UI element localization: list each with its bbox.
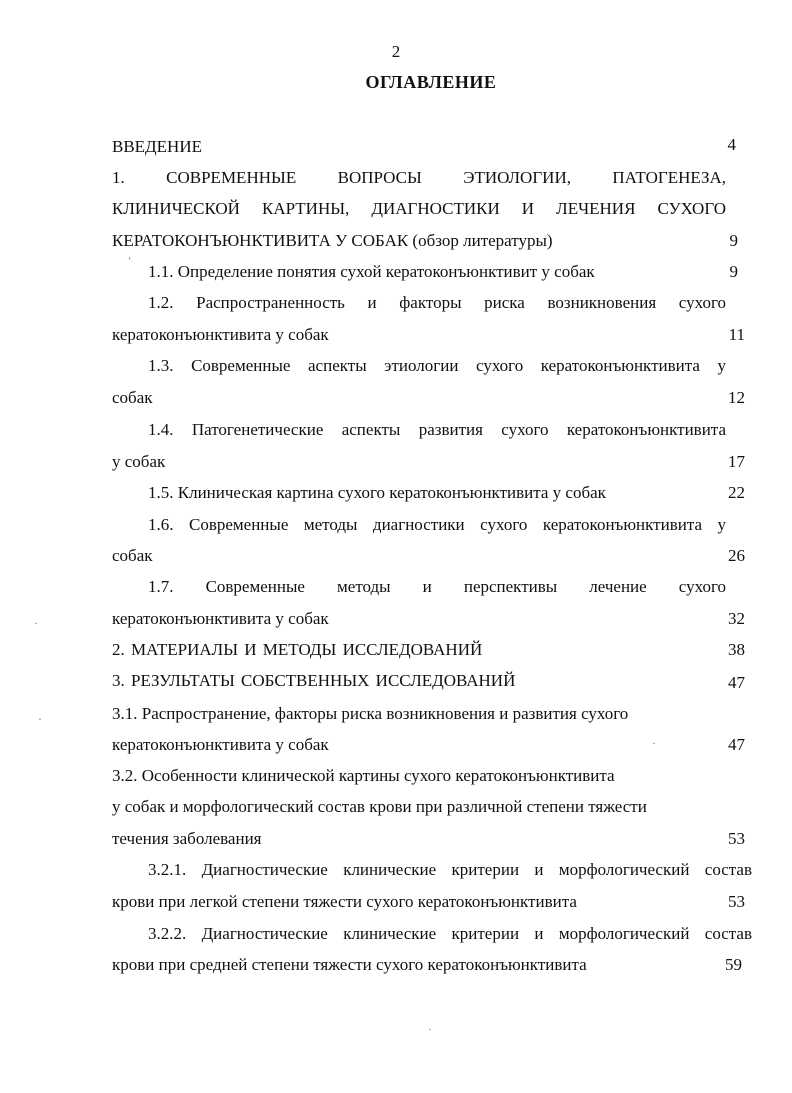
toc-ch1-page: 9 [729, 231, 738, 250]
toc-s3-2-1-line1: 3.2.1. Диагностические клинические критерии и морфологический состав [148, 860, 752, 879]
toc-s1-7-line1: 1.7. Современные методы и перспективы лечение сухого [148, 577, 726, 596]
toc-s1-2-page: 11 [728, 325, 745, 344]
toc-s1-5-text: 1.5. Клиническая картина сухого кератоконъюнктивита у собак [148, 483, 606, 502]
page-title: ОГЛАВЛЕНИЕ [365, 72, 497, 92]
toc-s3-1-line2: кератоконъюнктивита у собак [112, 735, 329, 754]
toc-s3-2-2-line1: 3.2.2. Диагностические клинические критерии и морфологический состав [148, 924, 752, 943]
toc-s3-2-2-line2: крови при средней степени тяжести сухого кератоконъюнктивита [112, 955, 587, 974]
toc-s1-4-line1: 1.4. Патогенетические аспекты развития сухого кератоконъюнктивита [148, 420, 726, 439]
toc-s3-1-line1: 3.1. Распространение, факторы риска возникновения и развития сухого [112, 704, 629, 723]
toc-s3-2-2-page: 59 [725, 955, 742, 974]
toc-s1-7-line2: кератоконъюнктивита у собак [112, 609, 329, 628]
toc-s1-1-text: 1.1. Определение понятия сухой кератоконъюнктивит у собак [148, 262, 595, 281]
toc-s1-6-line2: собак [112, 546, 153, 565]
toc-s1-3-page: 12 [728, 388, 745, 407]
toc-s1-6-page: 26 [728, 546, 745, 565]
toc-s1-4-line2: у собак [112, 452, 166, 471]
toc-s1-5-page: 22 [728, 483, 745, 502]
toc-s1-6-line1: 1.6. Современные методы диагностики сухого кератоконъюнктивита у [148, 515, 726, 534]
toc-ch1-line2: КЛИНИЧЕСКОЙ КАРТИНЫ, ДИАГНОСТИКИ И ЛЕЧЕНИЯ СУХОГО [112, 199, 726, 218]
toc-s3-2-1-line2: крови при легкой степени тяжести сухого кератоконъюнктивита [112, 892, 577, 911]
scan-speck: · [428, 1022, 432, 1036]
scan-speck: · [652, 736, 656, 750]
toc-ch1-line3: КЕРАТОКОНЪЮНКТИВИТА У СОБАК (обзор литературы) [112, 231, 553, 250]
toc-s3-2-line2: у собак и морфологический состав крови при различной степени тяжести [112, 797, 647, 816]
toc-ch3-page: 47 [728, 673, 745, 692]
toc-intro-page: 4 [727, 135, 736, 154]
page-number: 2 [391, 42, 401, 61]
toc-ch2-page: 38 [728, 640, 745, 659]
toc-s3-2-line3: течения заболевания [112, 829, 262, 848]
toc-s1-4-page: 17 [728, 452, 745, 471]
scan-speck: · [34, 616, 38, 630]
toc-ch1-line1: 1. СОВРЕМЕННЫЕ ВОПРОСЫ ЭТИОЛОГИИ, ПАТОГЕНЕЗА, [112, 168, 726, 187]
toc-ch3-text: 3. РЕЗУЛЬТАТЫ СОБСТВЕННЫХ ИССЛЕДОВАНИЙ [112, 671, 516, 690]
scan-speck: ‘ [128, 256, 132, 267]
toc-s3-2-line1: 3.2. Особенности клинической картины сухого кератоконъюнктивита [112, 766, 615, 785]
toc-ch2-text: 2. МАТЕРИАЛЫ И МЕТОДЫ ИССЛЕДОВАНИЙ [112, 640, 483, 659]
toc-s1-3-line1: 1.3. Современные аспекты этиологии сухого кератоконъюнктивита у [148, 356, 726, 375]
toc-s3-2-1-page: 53 [728, 892, 745, 911]
toc-intro-text: ВВЕДЕНИЕ [112, 137, 202, 156]
toc-s1-7-page: 32 [728, 609, 745, 628]
scan-speck: · [38, 712, 42, 726]
toc-s1-1-page: 9 [729, 262, 738, 281]
toc-s1-2-line2: кератоконъюнктивита у собак [112, 325, 329, 344]
toc-s1-3-line2: собак [112, 388, 153, 407]
toc-s1-2-line1: 1.2. Распространенность и факторы риска возникновения сухого [148, 293, 726, 312]
toc-s3-1-page: 47 [728, 735, 745, 754]
toc-s3-2-page: 53 [728, 829, 745, 848]
